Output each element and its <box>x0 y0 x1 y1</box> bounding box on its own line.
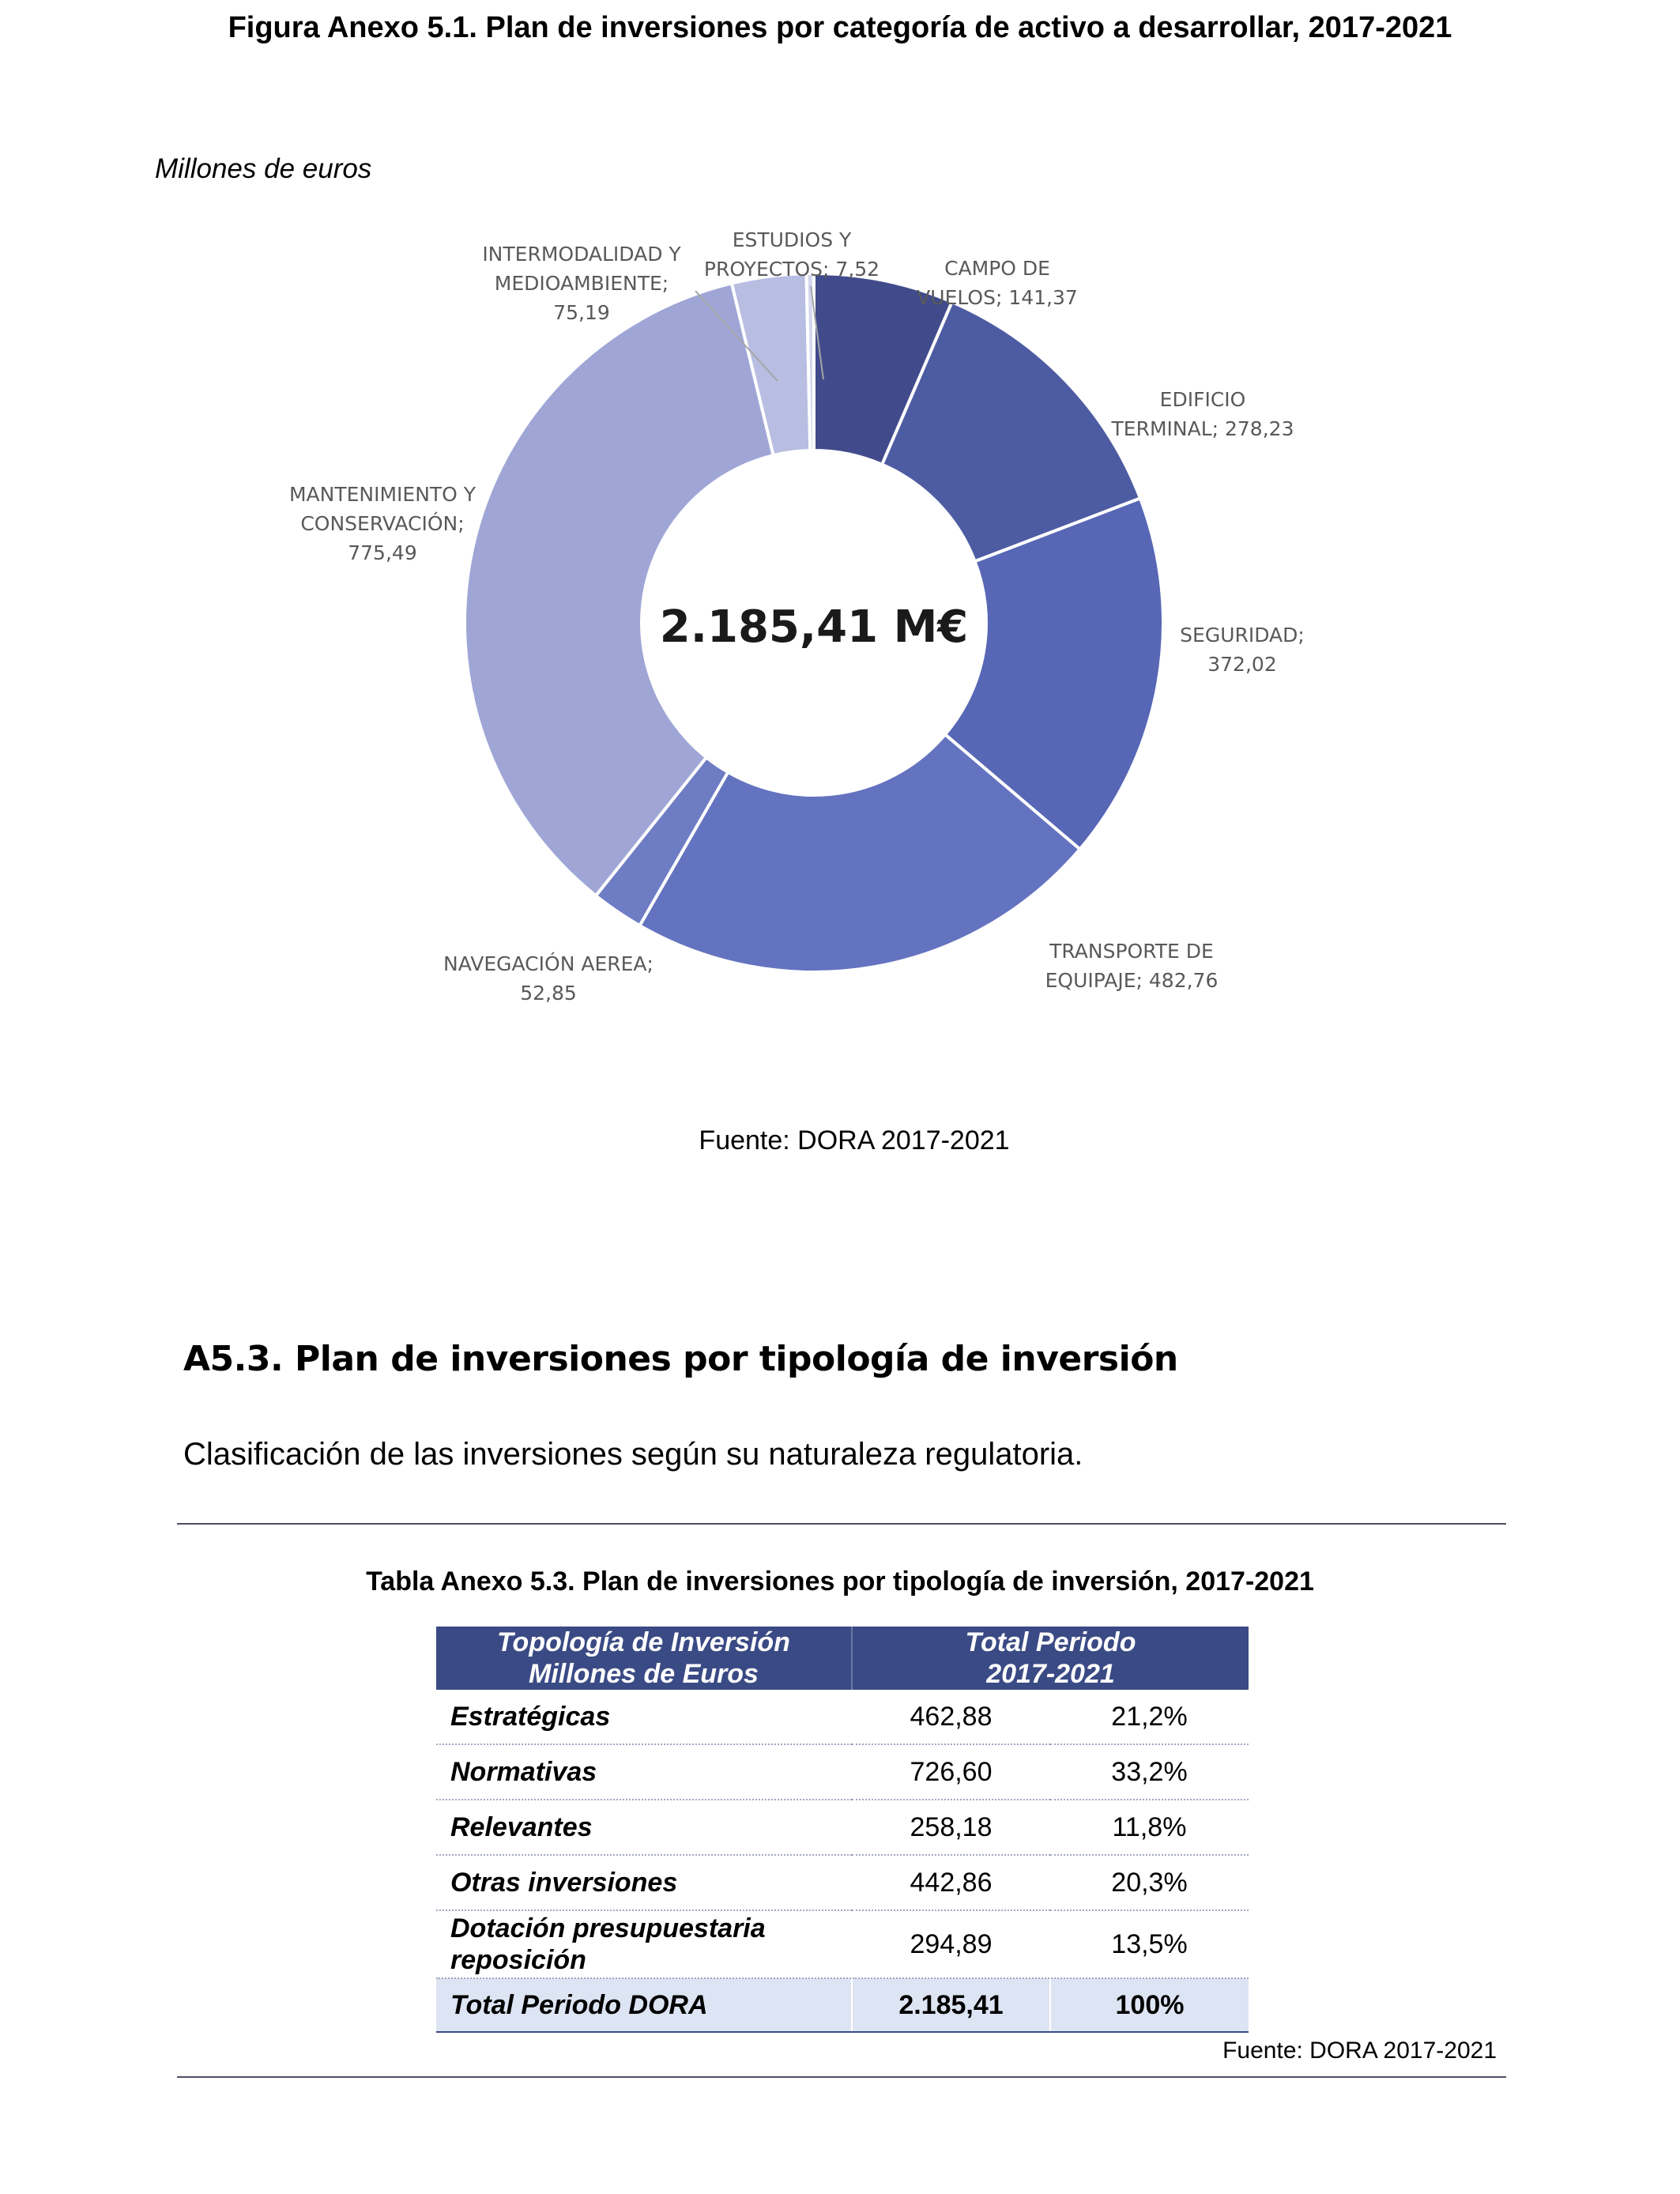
slice-label <box>1180 624 1305 676</box>
row-value: 442,86 <box>852 1855 1050 1910</box>
header-col1-line2: Millones de Euros <box>529 1659 759 1689</box>
slice-label-line: NAVEGACIÓN AEREA; <box>443 952 654 975</box>
slice-label-line: VUELOS; 141,37 <box>917 286 1078 309</box>
slice-label-line: 52,85 <box>520 982 577 1005</box>
table-row <box>436 1800 1249 1855</box>
slice-label-line: EDIFICIO <box>1159 388 1246 411</box>
slice-label-line: CAMPO DE <box>944 257 1050 280</box>
header-col2-line2: 2017-2021 <box>986 1659 1115 1689</box>
row-value: 294,89 <box>852 1910 1050 1978</box>
row-category: Normativas <box>436 1744 852 1800</box>
slice-label-line: INTERMODALIDAD Y <box>482 243 681 266</box>
slice-label-line: MANTENIMIENTO Y <box>288 483 477 506</box>
slice-label <box>443 952 654 1005</box>
slice-label-line: 775,49 <box>348 541 417 564</box>
row-category-line1: Dotación presupuestaria <box>450 1913 766 1943</box>
table-total-row <box>436 1978 1249 2032</box>
slice-label <box>704 228 880 281</box>
table-source: Fuente: DORA 2017-2021 <box>1222 2038 1497 2064</box>
slice-label-line: 372,02 <box>1207 653 1277 676</box>
row-value: 258,18 <box>852 1800 1050 1855</box>
row-category <box>436 1910 852 1978</box>
header-col1-line1: Topología de Inversión <box>497 1627 790 1657</box>
row-value: 462,88 <box>852 1690 1050 1744</box>
row-percent: 13,5% <box>1050 1910 1249 1978</box>
slice-label-line: EQUIPAJE; 482,76 <box>1045 969 1219 992</box>
slice-label-line: TRANSPORTE DE <box>1049 940 1214 963</box>
slice-label-line: PROYECTOS; 7,52 <box>703 258 880 281</box>
slice-label-line: 75,19 <box>553 301 610 324</box>
table-row <box>436 1910 1249 1978</box>
donut-center-total: 2.185,41 M€ <box>659 601 969 653</box>
row-category: Estratégicas <box>436 1690 852 1744</box>
slice-label <box>1111 388 1294 440</box>
table-row <box>436 1744 1249 1800</box>
figure-title: Figura Anexo 5.1. Plan de inversiones por categoría de activo a desarrollar, 2017-2021 <box>228 11 1452 44</box>
row-category-line2: reposición <box>450 1945 586 1975</box>
section-description: Clasificación de las inversiones según su naturaleza regulatoria. <box>183 1437 1083 1472</box>
table-title: Tabla Anexo 5.3. Plan de inversiones por tipología de inversión, 2017-2021 <box>366 1566 1314 1596</box>
slice-label-line: SEGURIDAD; <box>1180 624 1305 647</box>
header-investment-type <box>436 1627 852 1690</box>
row-percent: 33,2% <box>1050 1744 1249 1800</box>
total-percent: 100% <box>1050 1978 1249 2032</box>
slice-label-line: TERMINAL; 278,23 <box>1111 417 1294 440</box>
slice-label <box>1045 940 1219 992</box>
divider-bottom <box>177 2076 1506 2078</box>
units-label: Millones de euros <box>155 153 372 184</box>
row-value: 726,60 <box>852 1744 1050 1800</box>
row-percent: 21,2% <box>1050 1690 1249 1744</box>
section-heading: A5.3. Plan de inversiones por tipología de inversión <box>183 1339 1178 1379</box>
total-value: 2.185,41 <box>852 1978 1050 2032</box>
table-row <box>436 1690 1249 1744</box>
row-percent: 20,3% <box>1050 1855 1249 1910</box>
slice-label-line: ESTUDIOS Y <box>732 228 852 251</box>
figure-source: Fuente: DORA 2017-2021 <box>699 1125 1010 1155</box>
header-total-period <box>852 1627 1249 1690</box>
table-row <box>436 1855 1249 1910</box>
slice-label-line: MEDIOAMBIENTE; <box>494 272 669 295</box>
total-category: Total Periodo DORA <box>436 1978 852 2032</box>
slice-label-line: CONSERVACIÓN; <box>300 512 465 535</box>
row-category: Otras inversiones <box>436 1855 852 1910</box>
table-header-row <box>436 1627 1249 1690</box>
row-category: Relevantes <box>436 1800 852 1855</box>
slice-label <box>289 483 477 564</box>
row-percent: 11,8% <box>1050 1800 1249 1855</box>
slice-label <box>917 257 1078 309</box>
investment-table <box>436 1627 1249 2033</box>
header-col2-line1: Total Periodo <box>965 1627 1136 1657</box>
divider-top <box>177 1523 1506 1525</box>
